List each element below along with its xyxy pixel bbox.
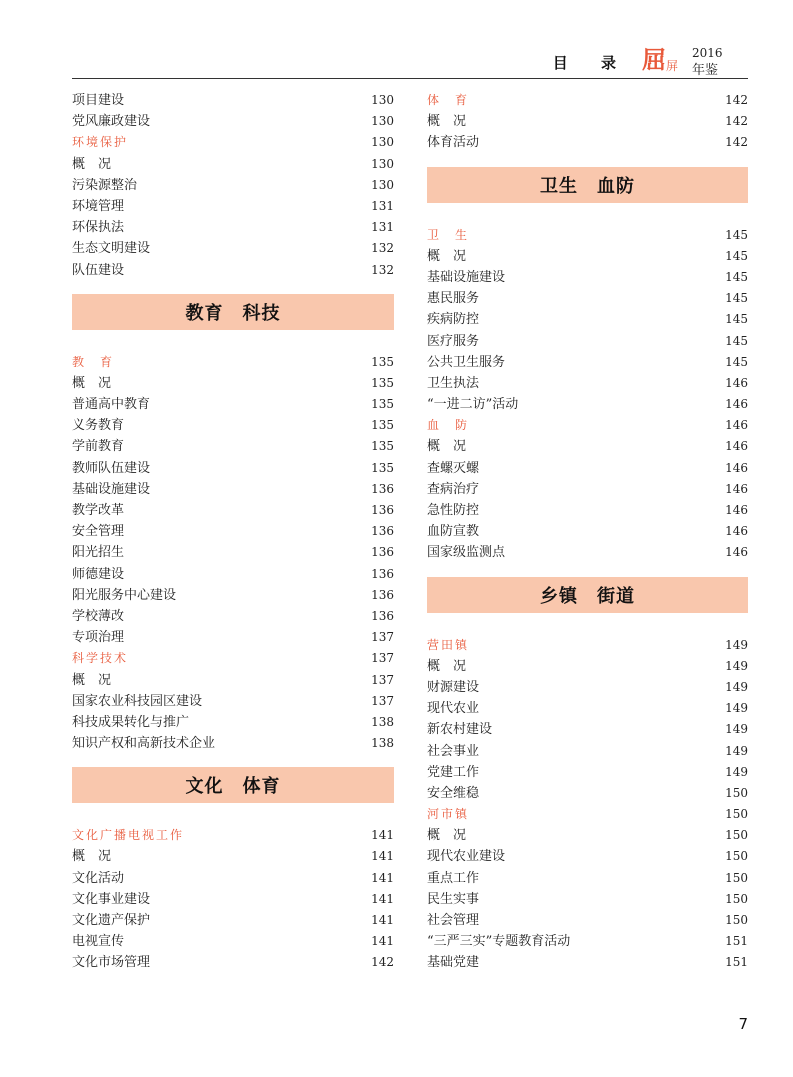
toc-entry[interactable] xyxy=(427,825,748,846)
toc-entry-page: 145 xyxy=(725,333,748,348)
toc-entry[interactable] xyxy=(72,846,394,867)
toc-entry-page: 130 xyxy=(371,177,394,192)
toc-entry-page: 132 xyxy=(371,241,394,256)
toc-entry[interactable] xyxy=(72,585,394,606)
toc-entry[interactable] xyxy=(427,288,748,309)
toc-right-column xyxy=(427,90,748,974)
toc-entry-title: 查螺灭螺 xyxy=(427,460,480,476)
toc-entry-title: 现代农业 xyxy=(427,701,480,717)
toc-entry-page: 141 xyxy=(371,828,394,843)
toc-entry-title: 现代农业建设 xyxy=(427,849,506,865)
toc-entry-title: 营田镇 xyxy=(427,637,470,652)
toc-entry-page: 146 xyxy=(725,481,748,496)
toc-entry-page: 145 xyxy=(725,248,748,263)
toc-entry-page: 149 xyxy=(725,637,748,652)
toc-entry-page: 142 xyxy=(725,93,748,107)
toc-entry-page: 141 xyxy=(371,891,394,906)
toc-entry-page: 150 xyxy=(725,913,748,927)
toc-entry[interactable] xyxy=(72,670,394,691)
toc-entry-title: 师德建设 xyxy=(72,566,125,582)
toc-subsection[interactable] xyxy=(427,804,748,825)
toc-entry[interactable] xyxy=(427,521,748,542)
toc-entry-page: 146 xyxy=(725,503,748,517)
toc-entry[interactable] xyxy=(72,712,394,733)
toc-entry[interactable] xyxy=(427,698,748,719)
toc-entry-page: 145 xyxy=(725,354,748,369)
toc-entry-page: 141 xyxy=(371,913,394,927)
toc-entry[interactable] xyxy=(427,500,748,521)
toc-entry-page: 141 xyxy=(371,934,394,949)
toc-subsection[interactable] xyxy=(427,90,748,111)
toc-entry-page: 135 xyxy=(371,418,394,433)
section-band-education-tech: 教育 科技 xyxy=(72,294,394,330)
toc-entry-page: 131 xyxy=(371,198,394,213)
toc-entry[interactable] xyxy=(72,90,394,111)
toc-subsection[interactable] xyxy=(427,225,748,246)
logo-mark: 屈 xyxy=(642,46,666,74)
toc-entry-title: 概 况 xyxy=(427,828,467,844)
toc-entry[interactable] xyxy=(427,267,748,288)
toc-entry-page: 135 xyxy=(371,439,394,454)
toc-entry-title: “三严三实”专题教育活动 xyxy=(427,934,571,950)
toc-entry-title: 急性防控 xyxy=(427,503,480,518)
toc-entry-page: 149 xyxy=(725,679,748,694)
toc-entry-title: 惠民服务 xyxy=(427,291,480,307)
toc-group xyxy=(427,90,748,154)
toc-entry-page: 130 xyxy=(371,135,394,150)
toc-entry[interactable] xyxy=(427,246,748,267)
toc-entry-page: 151 xyxy=(725,955,748,970)
toc-entry-page: 135 xyxy=(371,397,394,412)
toc-entry[interactable] xyxy=(72,260,394,281)
toc-entry[interactable] xyxy=(72,564,394,585)
toc-subsection[interactable] xyxy=(72,825,394,846)
toc-entry[interactable] xyxy=(72,394,394,415)
toc-subsection[interactable] xyxy=(427,415,748,436)
toc-entry-page: 150 xyxy=(725,785,748,800)
toc-entry[interactable] xyxy=(72,606,394,627)
toc-entry[interactable] xyxy=(427,331,748,352)
toc-entry-title: 安全维稳 xyxy=(427,785,480,801)
toc-entry[interactable] xyxy=(427,741,748,762)
toc-subsection[interactable] xyxy=(72,352,394,373)
toc-entry[interactable] xyxy=(427,458,748,479)
toc-entry-page: 138 xyxy=(371,736,394,751)
toc-entry-title: 卫生执法 xyxy=(427,375,480,391)
toc-entry[interactable] xyxy=(72,868,394,889)
toc-entry-page: 146 xyxy=(725,375,748,390)
toc-entry-page: 145 xyxy=(725,291,748,306)
toc-entry-title: 体 育 xyxy=(427,93,470,107)
toc-entry-title: 概 况 xyxy=(72,375,112,391)
toc-entry-title: 普通高中教育 xyxy=(72,397,151,413)
section-band-health-schistosomiasis: 卫生 血防 xyxy=(427,167,748,203)
toc-entry-page: 146 xyxy=(725,418,748,433)
toc-entry-page: 149 xyxy=(725,722,748,737)
toc-entry-title: 党建工作 xyxy=(427,764,480,780)
toc-entry-title: 国家农业科技园区建设 xyxy=(72,693,203,709)
toc-entry-title: 医疗服务 xyxy=(427,333,480,349)
toc-entry[interactable] xyxy=(72,415,394,436)
toc-entry[interactable] xyxy=(72,196,394,217)
toc-entry-title: 基础党建 xyxy=(427,955,480,971)
toc-entry-page: 142 xyxy=(725,135,748,150)
toc-entry-page: 136 xyxy=(371,524,394,539)
toc-left-column xyxy=(72,90,394,974)
toc-entry-title: 文化市场管理 xyxy=(72,955,151,971)
toc-entry-page: 132 xyxy=(371,262,394,277)
toc-entry[interactable] xyxy=(72,952,394,973)
toc-entry-title: 社会事业 xyxy=(427,743,480,759)
toc-entry-title: 疾病防控 xyxy=(427,312,480,328)
page-header xyxy=(72,38,748,79)
toc-entry-page: 137 xyxy=(371,672,394,687)
toc-entry-title: 概 况 xyxy=(427,658,467,674)
logo-sub: 屏 xyxy=(666,59,679,73)
toc-entry[interactable] xyxy=(72,373,394,394)
toc-entry-page: 150 xyxy=(725,849,748,864)
toc-entry[interactable] xyxy=(72,479,394,500)
toc-entry-title: 环境管理 xyxy=(72,198,125,214)
toc-entry[interactable] xyxy=(427,719,748,740)
section-band-towns-streets: 乡镇 街道 xyxy=(427,577,748,613)
toc-entry-page: 145 xyxy=(725,227,748,242)
toc-entry-page: 149 xyxy=(725,743,748,758)
toc-subsection[interactable] xyxy=(72,648,394,669)
toc-entry[interactable] xyxy=(427,952,748,973)
toc-entry-title: 概 况 xyxy=(72,672,112,688)
toc-entry-page: 136 xyxy=(371,503,394,517)
toc-entry-title: 概 况 xyxy=(72,156,112,172)
toc-entry-title: 义务教育 xyxy=(72,418,125,434)
toc-entry[interactable] xyxy=(427,762,748,783)
toc-entry[interactable] xyxy=(72,154,394,175)
toc-entry-page: 150 xyxy=(725,807,748,822)
toc-entry[interactable] xyxy=(427,677,748,698)
toc-entry-page: 136 xyxy=(371,587,394,602)
toc-entry[interactable] xyxy=(427,656,748,677)
toc-entry-page: 130 xyxy=(371,156,394,171)
toc-entry[interactable] xyxy=(427,783,748,804)
toc-entry-page: 146 xyxy=(725,460,748,475)
toc-entry-page: 146 xyxy=(725,545,748,560)
toc-entry-page: 130 xyxy=(371,114,394,129)
toc-entry-title: 文化广播电视工作 xyxy=(72,828,185,843)
toc-entry[interactable] xyxy=(427,931,748,952)
toc-entry[interactable] xyxy=(72,111,394,132)
toc-entry-page: 149 xyxy=(725,764,748,779)
toc-entry[interactable] xyxy=(72,238,394,259)
toc-entry-title: 血防宣教 xyxy=(427,524,480,540)
toc-entry[interactable] xyxy=(72,931,394,952)
toc-entry-title: 污染源整治 xyxy=(72,177,138,193)
toc-entry-title: 文化遗产保护 xyxy=(72,913,151,928)
toc-subsection[interactable] xyxy=(427,635,748,656)
toc-entry[interactable] xyxy=(427,542,748,563)
toc-group xyxy=(72,352,394,755)
toc-entry-title: 公共卫生服务 xyxy=(427,354,506,370)
toc-entry-title: 财源建设 xyxy=(427,679,480,695)
logo-yearbook: 年鉴 xyxy=(692,63,719,78)
toc-entry-page: 146 xyxy=(725,524,748,539)
toc-group xyxy=(72,90,394,281)
toc-group xyxy=(427,225,748,564)
toc-entry-title: 专项治理 xyxy=(72,630,125,646)
toc-entry-title: 生态文明建设 xyxy=(72,241,151,257)
toc-entry-title: 环保执法 xyxy=(72,220,125,236)
toc-entry-page: 136 xyxy=(371,608,394,623)
toc-entry-title: 教 育 xyxy=(72,354,115,369)
toc-entry-page: 137 xyxy=(371,630,394,645)
toc-entry-page: 135 xyxy=(371,354,394,369)
toc-entry[interactable] xyxy=(72,691,394,712)
toc-entry-title: 社会管理 xyxy=(427,913,480,928)
toc-entry-title: 民生实事 xyxy=(427,891,480,907)
toc-group xyxy=(72,825,394,973)
toc-entry-page: 145 xyxy=(725,269,748,284)
toc-entry[interactable] xyxy=(427,846,748,867)
toc-entry[interactable] xyxy=(72,175,394,196)
toc-entry-title: 血 防 xyxy=(427,418,470,433)
toc-entry[interactable] xyxy=(72,910,394,931)
toc-entry[interactable] xyxy=(72,733,394,754)
toc-entry-page: 146 xyxy=(725,397,748,412)
toc-entry-title: 基础设施建设 xyxy=(72,481,151,497)
toc-subsection[interactable] xyxy=(72,132,394,153)
toc-entry-title: 项目建设 xyxy=(72,93,125,108)
toc-entry-title: 概 况 xyxy=(427,114,467,130)
toc-entry-page: 150 xyxy=(725,870,748,885)
toc-entry-title: 学校薄改 xyxy=(72,608,125,624)
toc-entry[interactable] xyxy=(72,436,394,457)
toc-entry-page: 142 xyxy=(725,114,748,129)
toc-entry-title: 文化事业建设 xyxy=(72,891,151,907)
toc-entry[interactable] xyxy=(427,132,748,153)
toc-entry-page: 135 xyxy=(371,460,394,475)
toc-entry-title: 新农村建设 xyxy=(427,722,493,738)
toc-entry-title: “一进二访”活动 xyxy=(427,397,519,413)
toc-entry-page: 151 xyxy=(725,934,748,949)
toc-entry-page: 136 xyxy=(371,481,394,496)
toc-entry-title: 安全管理 xyxy=(72,524,125,540)
toc-entry[interactable] xyxy=(72,217,394,238)
toc-entry[interactable] xyxy=(427,352,748,373)
toc-entry-page: 141 xyxy=(371,849,394,864)
toc-entry-title: 重点工作 xyxy=(427,870,480,886)
toc-entry-page: 131 xyxy=(371,220,394,235)
toc-entry-title: 查病治疗 xyxy=(427,481,480,497)
toc-entry-page: 145 xyxy=(725,312,748,327)
toc-entry-title: 环境保护 xyxy=(72,135,129,150)
toc-entry[interactable] xyxy=(427,111,748,132)
toc-entry-title: 科学技术 xyxy=(72,651,129,666)
toc-entry-title: 党风廉政建设 xyxy=(72,114,151,130)
toc-entry-title: 卫 生 xyxy=(427,227,470,242)
toc-entry[interactable] xyxy=(72,627,394,648)
toc-entry-page: 137 xyxy=(371,693,394,708)
toc-entry-page: 136 xyxy=(371,545,394,560)
toc-entry-title: 学前教育 xyxy=(72,439,125,455)
toc-entry-page: 141 xyxy=(371,870,394,885)
toc-entry-page: 135 xyxy=(371,375,394,390)
toc-entry-title: 电视宣传 xyxy=(72,934,125,950)
toc-entry[interactable] xyxy=(427,889,748,910)
toc-entry-title: 河市镇 xyxy=(427,807,470,822)
toc-entry-page: 150 xyxy=(725,891,748,906)
toc-entry-title: 科技成果转化与推广 xyxy=(72,714,190,730)
toc-entry-page: 149 xyxy=(725,701,748,716)
yearbook-logo xyxy=(640,44,748,76)
toc-entry-title: 教学改革 xyxy=(72,503,125,518)
toc-entry-title: 队伍建设 xyxy=(72,262,125,278)
toc-entry-title: 概 况 xyxy=(427,439,467,455)
toc-entry-page: 146 xyxy=(725,439,748,454)
toc-entry-page: 138 xyxy=(371,714,394,729)
toc-entry[interactable] xyxy=(72,500,394,521)
toc-entry-page: 149 xyxy=(725,658,748,673)
header-title: 目 录 xyxy=(552,54,630,72)
toc-entry-title: 概 况 xyxy=(72,849,112,865)
toc-entry-title: 基础设施建设 xyxy=(427,269,506,285)
toc-entry-title: 体育活动 xyxy=(427,135,480,151)
page-number: 7 xyxy=(738,1015,748,1033)
toc-entry-title: 阳光服务中心建设 xyxy=(72,587,177,603)
toc-entry[interactable] xyxy=(427,394,748,415)
toc-entry[interactable] xyxy=(72,521,394,542)
toc-entry[interactable] xyxy=(427,868,748,889)
toc-entry-title: 阳光招生 xyxy=(72,545,125,561)
toc-entry-page: 150 xyxy=(725,828,748,843)
toc-entry-page: 130 xyxy=(371,93,394,107)
toc-group xyxy=(427,635,748,974)
toc-entry-page: 136 xyxy=(371,566,394,581)
toc-entry[interactable] xyxy=(427,910,748,931)
toc-entry[interactable] xyxy=(72,889,394,910)
toc-entry-title: 国家级监测点 xyxy=(427,545,506,561)
toc-entry-page: 137 xyxy=(371,651,394,666)
toc-entry[interactable] xyxy=(72,458,394,479)
toc-entry-title: 知识产权和高新技术企业 xyxy=(72,736,216,752)
toc-entry[interactable] xyxy=(427,309,748,330)
toc-entry[interactable] xyxy=(72,542,394,563)
toc-entry-page: 142 xyxy=(371,955,394,970)
toc-entry[interactable] xyxy=(427,479,748,500)
toc-entry[interactable] xyxy=(427,373,748,394)
toc-entry[interactable] xyxy=(427,436,748,457)
section-band-culture-sports: 文化 体育 xyxy=(72,767,394,803)
logo-year: 2016 xyxy=(692,46,723,60)
toc-entry-title: 概 况 xyxy=(427,248,467,264)
toc-entry-title: 文化活动 xyxy=(72,870,125,886)
toc-entry-title: 教师队伍建设 xyxy=(72,460,151,476)
